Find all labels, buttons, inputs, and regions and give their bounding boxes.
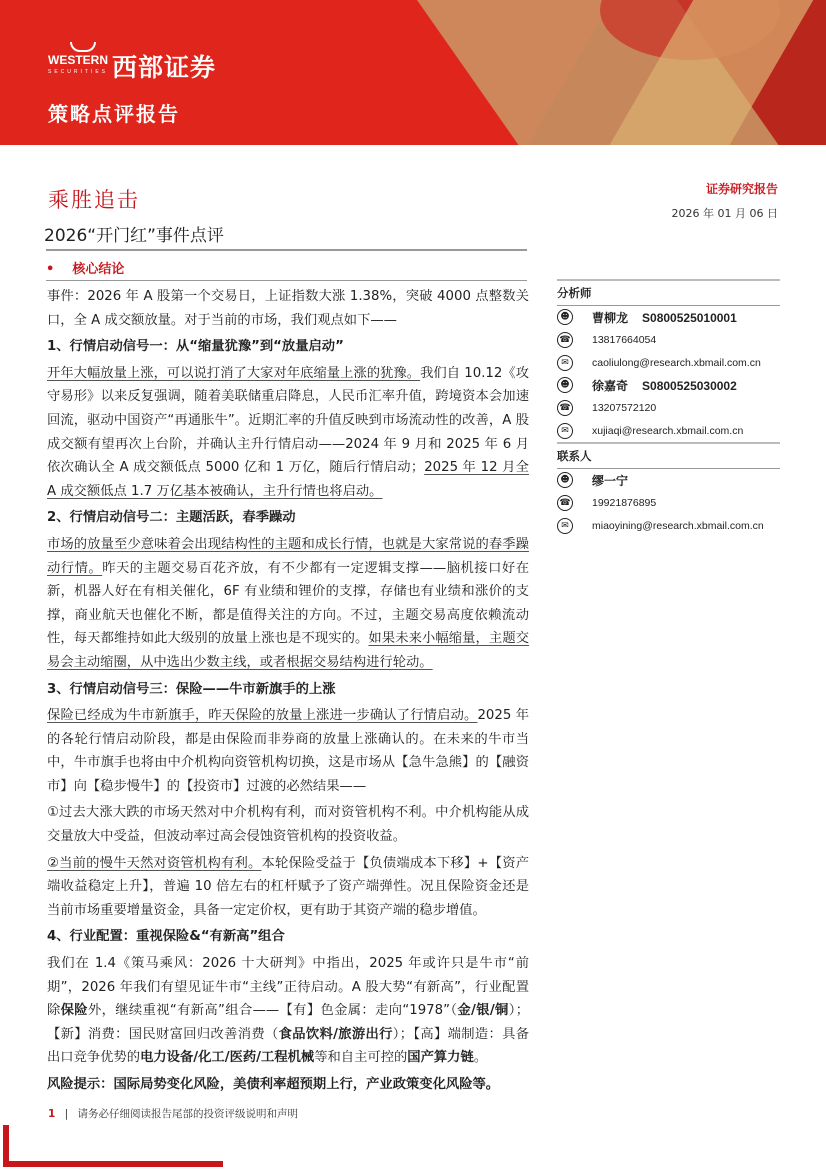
logo-cn: 西部证券	[112, 53, 217, 82]
email-row	[557, 351, 780, 374]
section-heading	[47, 335, 529, 359]
bull-horn-icon	[70, 42, 96, 52]
text: 。	[473, 1050, 488, 1066]
person-name	[592, 377, 737, 394]
phone-row	[557, 492, 780, 515]
phone-icon: ☎	[557, 400, 573, 416]
core-conclusion-heading	[46, 258, 124, 277]
report-subtitle: 2026“开门红”事件点评	[44, 226, 224, 246]
phone-icon: ☎	[557, 332, 573, 348]
person-icon: ☻	[557, 472, 573, 488]
footer-disclaimer: 请务必仔细阅读报告尾部的投资评级说明和声明	[77, 1108, 299, 1120]
phone-row	[557, 397, 780, 420]
cert-number: S0800525030002	[642, 378, 737, 393]
text: ①过去大涨大跌的市场天然对中介机构有利，而对资管机构不利。中介机构能从成交量放大中受益，但波动率过高会侵蚀资管机构的投资收益。	[47, 805, 529, 845]
text: 我们在 1.4《策马乘风：2026 十大研判》中指出，2025 年或许只是牛市“前期”，2026 年我们有望见证牛市“主线”正待启动。A 股大势“有新高”，行业配置除	[47, 956, 529, 1019]
bold-text: 食品饮料/旅游出行	[278, 1026, 393, 1042]
phone-row	[557, 329, 780, 352]
person-row	[557, 374, 780, 397]
person-row	[557, 306, 780, 329]
mail-icon: ✉	[557, 518, 573, 534]
mail-icon: ✉	[557, 355, 573, 371]
report-title: 乘胜追击	[48, 188, 140, 212]
underlined-text: ②当前的慢牛天然对资管机构有利。	[47, 855, 262, 871]
text: 昨天的主题交易百花齐放，有不少都有一定逻辑支撑——脑机接口好在新，机器人好在有相关催化，6F 有业绩和锂价的支撑，存储也有业绩和涨价的支撑，商业航天也催化不断，都是值得关注的方向。不过，主题交易高度依赖流动性，每天都维持如此大级别的放量上涨也是不现实的。	[47, 560, 530, 647]
text: 等和自主可控的	[314, 1050, 408, 1066]
text: 风险提示：国际局势变化风险，美债利率超预期上行，产业政策变化风险等。	[47, 1077, 500, 1092]
name-text: 徐嘉奇	[592, 378, 629, 393]
bold-text: 国产算力链	[407, 1050, 474, 1066]
underlined-text: 市场的放量至少意味着会出现结构性的主题和成长行情，也就是大家常说的春季躁动行情。	[47, 536, 529, 576]
logo-en: WESTERN	[48, 53, 108, 67]
core-label: 核心结论	[72, 262, 125, 277]
section-heading	[47, 1073, 529, 1097]
email-link[interactable]: miaoyining@research.xbmail.com.cn	[592, 519, 764, 532]
paragraph	[47, 704, 529, 798]
phone-number: 13207572120	[592, 402, 657, 415]
footer-decoration	[3, 1161, 223, 1167]
divider	[46, 249, 527, 251]
paragraph	[47, 852, 529, 923]
footer-separator: |	[64, 1108, 69, 1120]
section-heading	[47, 678, 529, 702]
text: ）；【高】端制造：具备出口竞争优势的	[47, 1026, 530, 1066]
text: 3、行情启动信号三：保险——牛市新旗手的上涨	[47, 681, 336, 697]
underlined-text: 开年大幅放量上涨，可以说打消了大家对年底缩量上涨的犹豫。	[47, 365, 421, 381]
phone-icon: ☎	[557, 495, 573, 511]
paragraph	[47, 285, 529, 332]
text: 4、行业配置：重视保险&“有新高”组合	[47, 929, 285, 945]
email-link[interactable]: caoliulong@research.xbmail.com.cn	[592, 356, 761, 369]
report-type-label: 证券研究报告	[705, 182, 778, 196]
report-series: 策略点评报告	[48, 102, 180, 126]
person-icon: ☻	[557, 377, 573, 393]
underlined-text: 2025 年 12 月全 A 成交额低点 1.7 万亿基本被确认，主升行情也将启动。	[47, 460, 529, 499]
phone-number: 13817664054	[592, 334, 657, 347]
bullet-icon: •	[46, 262, 55, 277]
name-text: 曹柳龙	[592, 310, 629, 325]
email-link[interactable]: xujiaqi@research.xbmail.com.cn	[592, 424, 744, 437]
cert-number: S0800525010001	[642, 310, 737, 325]
contacts-heading: 联系人	[557, 442, 780, 469]
name-text: 缪一宁	[592, 473, 629, 488]
underlined-text: 保险已经成为牛市新旗手，昨天保险的放量上涨进一步确认了行情启动。	[47, 708, 478, 724]
text: 本轮保险受益于【负债端成本下移】+【资产端收益稳定上升】，普遍 10 倍左右的杠杆赋予了资产端弹性。况且保险资金还是当前市场重要增量资金，具备一定定价权，更有助于其资产端的稳步增值。	[47, 855, 529, 918]
person-row	[557, 469, 780, 492]
report-date: 2026 年 01 月 06 日	[671, 207, 778, 220]
section-heading	[47, 506, 529, 530]
bold-text: 保险	[60, 1003, 88, 1019]
person-name	[592, 309, 737, 326]
paragraph	[47, 801, 529, 848]
logo-en-sub: SECURITIES	[48, 69, 109, 75]
text: 我们自 10.12《攻守易形》以来反复强调，随着美联储重启降息，人民币汇率升值，跨境资本会加速回流，驱动中国资产“再通胀牛”。近期汇率的升值反映到市场流动性的改善，A 股成交额有望再次上台阶，并确认主升行情启动——2024 年 9 月和 2025 年 6 月依次确认全 A 成交额低点 5000 亿和 1 万亿，随后行情启动；	[47, 365, 529, 476]
text: ）；【新】消费：国民财富回归改善消费（	[47, 1003, 530, 1042]
text: 外，继续重视“有新高”组合——【有】色金属：走向“1978”（	[87, 1003, 458, 1019]
divider	[46, 280, 527, 281]
paragraph	[47, 952, 529, 1070]
page-footer	[48, 1106, 298, 1121]
person-name	[592, 472, 628, 489]
text: 1、行情启动信号一：从“缩量犹豫”到“放量启动”	[47, 339, 344, 355]
company-logo	[48, 48, 216, 84]
bold-text: 电力设备/化工/医药/工程机械	[140, 1050, 315, 1066]
underlined-text: 如果未来小幅缩量，主题交易会主动缩圈，从中选出少数主线，或者根据交易结构进行轮动。	[47, 631, 530, 670]
sidebar-contacts	[557, 279, 780, 537]
mail-icon: ✉	[557, 423, 573, 439]
person-icon: ☻	[557, 309, 573, 325]
bold-text: 金/银/铜	[457, 1003, 509, 1019]
email-row	[557, 515, 780, 538]
analysts-heading: 分析师	[557, 279, 780, 306]
email-row	[557, 419, 780, 442]
phone-number: 19921876895	[592, 497, 657, 510]
header-banner	[0, 0, 826, 145]
paragraph	[47, 533, 529, 675]
paragraph	[47, 362, 529, 504]
section-heading	[47, 925, 529, 949]
text: 2025 年的各轮行情启动阶段，都是由保险而非券商的放量上涨确认的。在未来的牛市当中，牛市旗手也将由中介机构向资管机构切换，这是市场从【急牛急熊】的【融资市】向【稳步慢牛】的【投资市】过渡的必然结果——	[47, 708, 529, 794]
report-body	[47, 285, 529, 1100]
text: 事件：2026 年 A 股第一个交易日，上证指数大涨 1.38%，突破 4000 点整数关口，全 A 成交额放量。对于当前的市场，我们观点如下——	[47, 289, 529, 328]
text: 2、行情启动信号二：主题活跃，春季躁动	[47, 510, 296, 526]
page-number: 1	[48, 1108, 56, 1120]
